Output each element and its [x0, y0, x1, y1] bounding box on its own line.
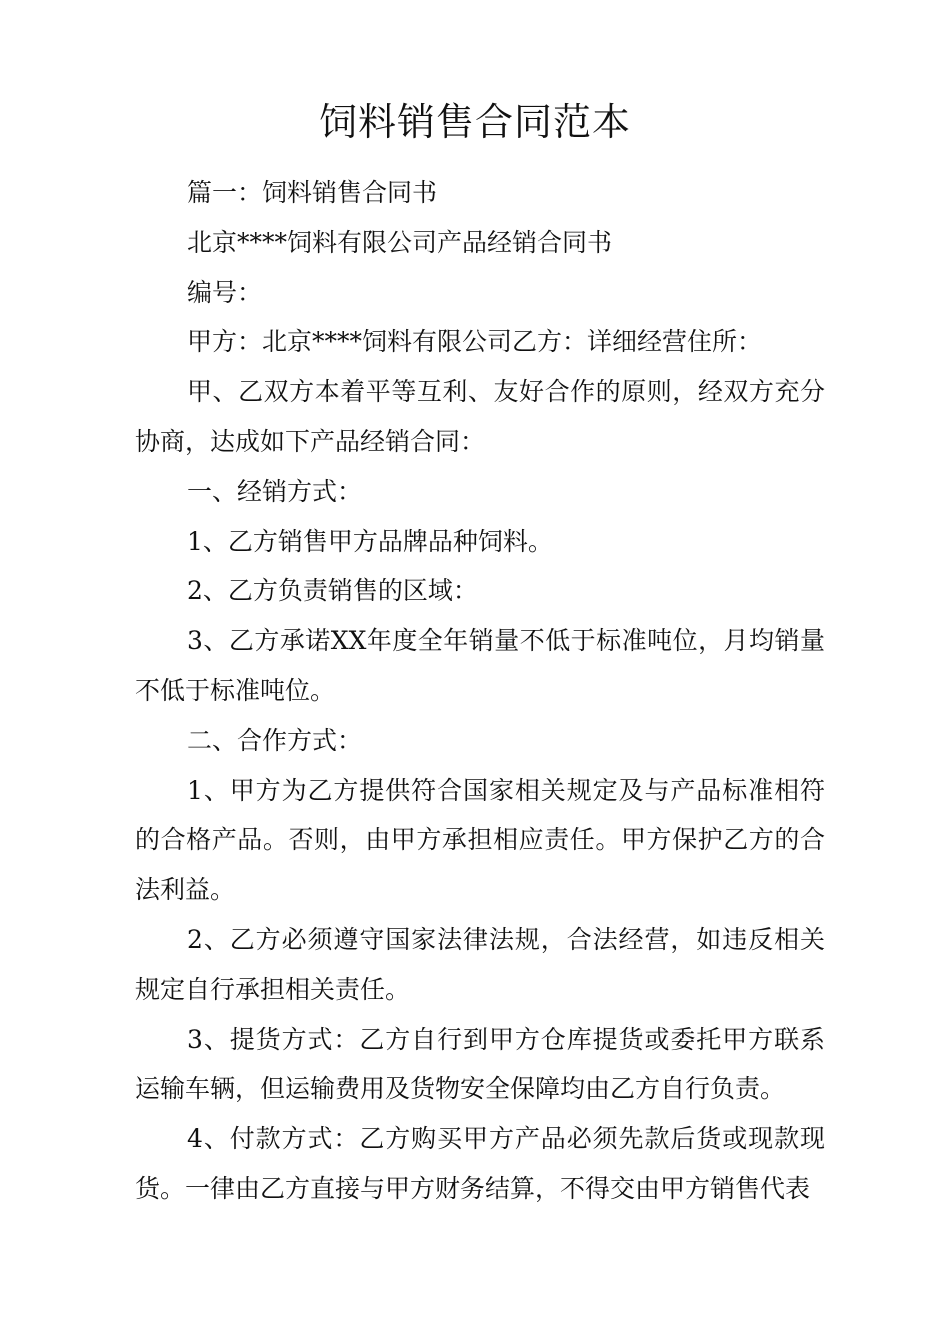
paragraph: 甲、乙双方本着平等互利、友好合作的原则，经双方充分协商，达成如下产品经销合同： — [135, 377, 825, 456]
paragraph: 北京****饲料有限公司产品经销合同书 — [187, 227, 613, 257]
paragraph: 1、甲方为乙方提供符合国家相关规定及与产品标准相符的合格产品。否则，由甲方承担相应责任。甲方保护乙方的合法利益。 — [135, 775, 825, 905]
paragraph: 2、乙方必须遵守国家法律法规，合法经营，如违反相关规定自行承担相关责任。 — [135, 924, 825, 1004]
paragraph: 3、乙方承诺XX年度全年销量不低于标准吨位，月均销量不低于标准吨位。 — [135, 626, 825, 705]
document-body — [135, 168, 825, 1214]
paragraph: 编号： — [187, 277, 263, 307]
paragraph: 篇一：饲料销售合同书 — [187, 178, 438, 207]
document-title: 饲料销售合同范本 — [318, 100, 631, 144]
paragraph: 4、付款方式：乙方购买甲方产品必须先款后货或现款现货。一律由乙方直接与甲方财务结算，不得交由甲方销售代表 — [135, 1124, 825, 1203]
section-heading: 一、经销方式： — [187, 476, 363, 506]
paragraph: 3、提货方式：乙方自行到甲方仓库提货或委托甲方联系运输车辆，但运输费用及货物安全保障均由乙方自行负责。 — [135, 1024, 825, 1104]
paragraph: 甲方：北京****饲料有限公司乙方：详细经营住所： — [187, 327, 763, 357]
section-heading: 二、合作方式： — [187, 725, 363, 755]
paragraph: 1、乙方销售甲方品牌品种饲料。 — [187, 526, 553, 556]
paragraph: 2、乙方负责销售的区域： — [187, 576, 478, 606]
